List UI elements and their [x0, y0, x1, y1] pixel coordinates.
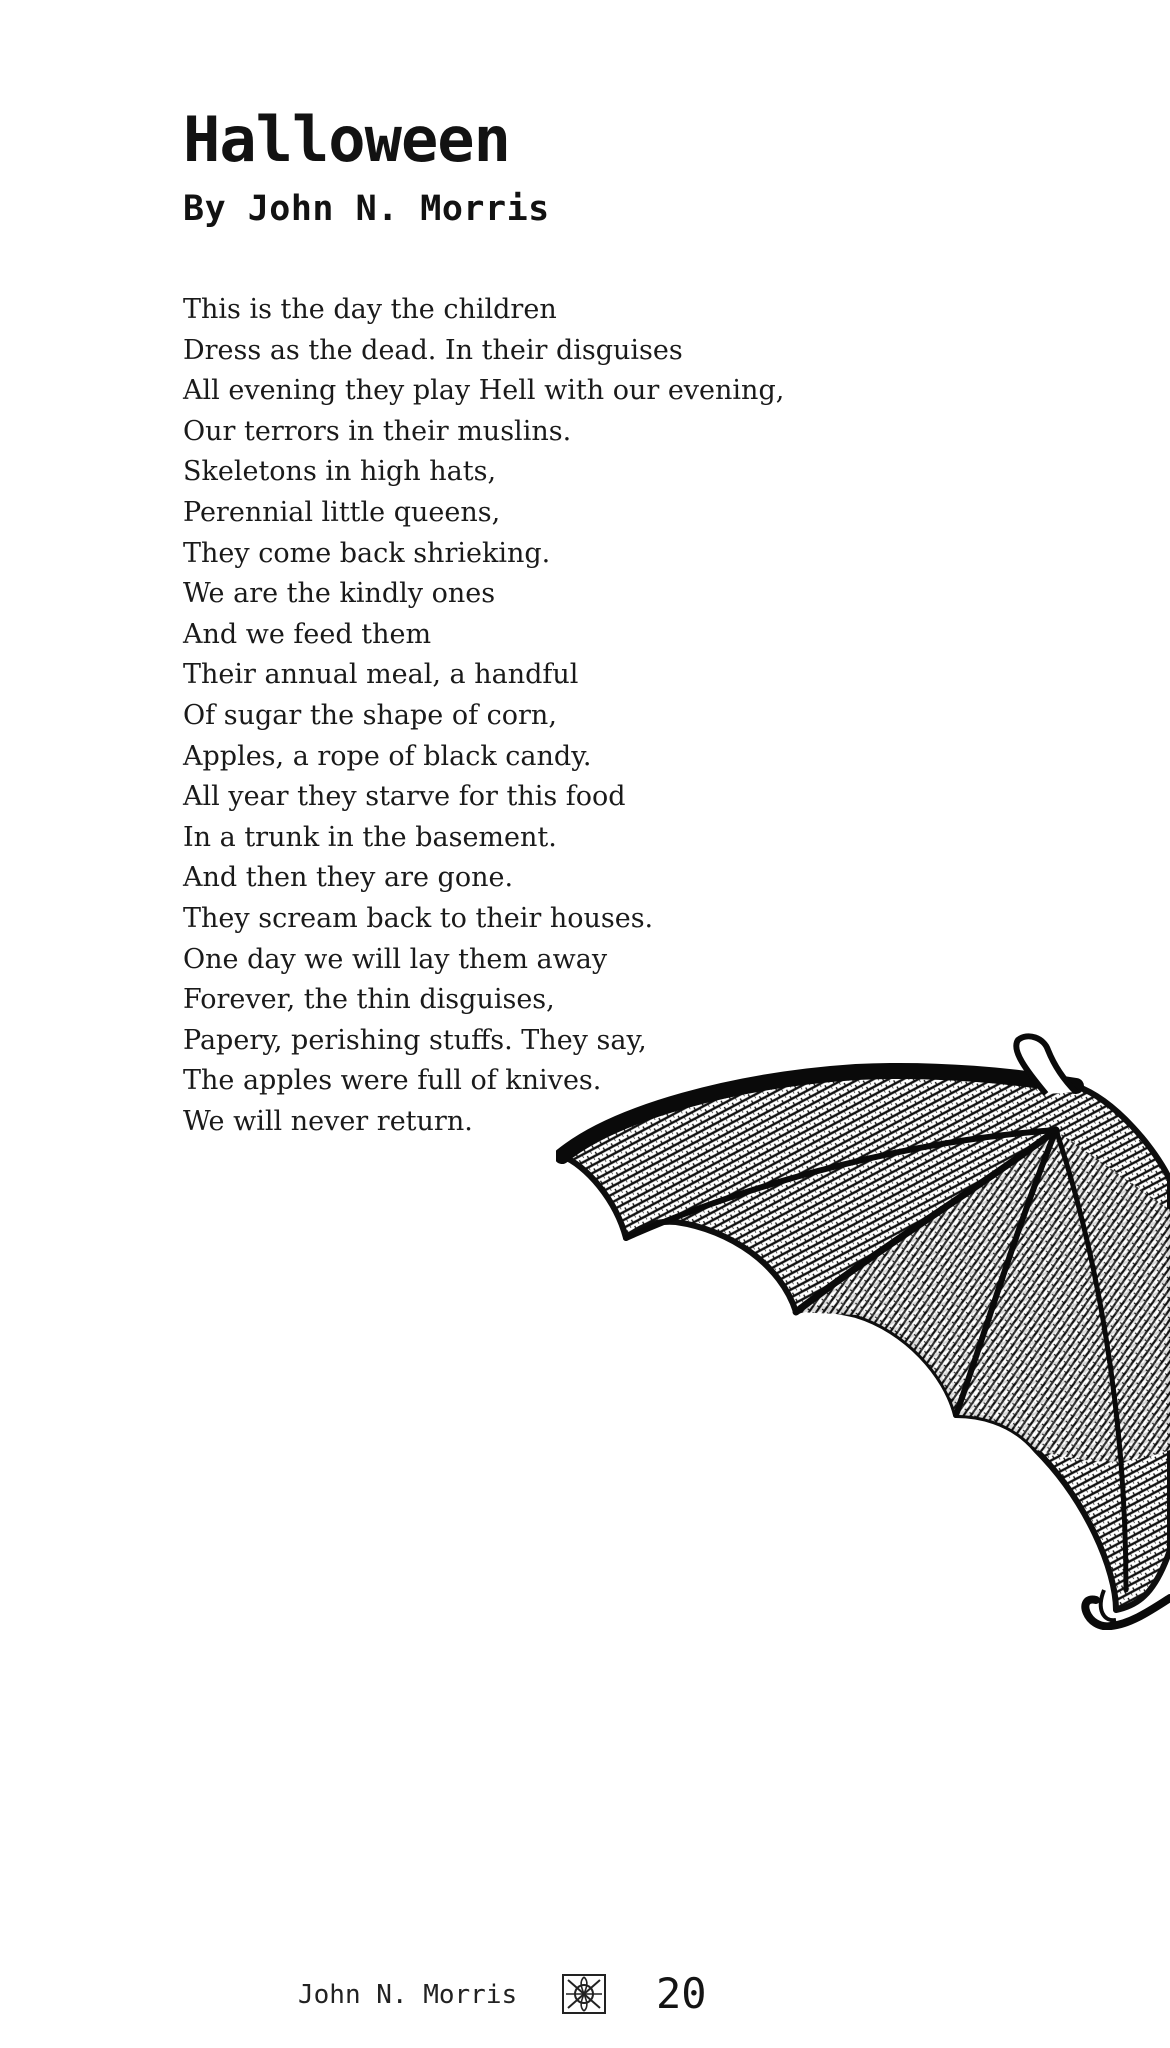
poem-line: All year they starve for this food: [183, 781, 626, 813]
poem-line: Their annual meal, a handful: [183, 659, 579, 691]
poem-line: Dress as the dead. In their disguises: [183, 334, 683, 366]
poem-line: They come back shrieking.: [183, 537, 551, 569]
poem-line: Apples, a rope of black candy.: [183, 740, 592, 772]
footer-author: John N. Morris: [298, 1980, 518, 2010]
poem-line: We will never return.: [183, 1105, 473, 1137]
bat-wing-illustration: [556, 1030, 1170, 1630]
poem-line: We are the kindly ones: [183, 578, 496, 610]
poem-line: Papery, perishing stuffs. They say,: [183, 1024, 647, 1056]
poem-line: They scream back to their houses.: [183, 902, 654, 934]
poem-line: And then they are gone.: [183, 862, 514, 894]
poem-line: Our terrors in their muslins.: [183, 415, 572, 447]
poem-line: Of sugar the shape of corn,: [183, 699, 557, 731]
poem-title: Halloween: [183, 103, 510, 176]
poem-line: The apples were full of knives.: [183, 1065, 602, 1097]
poem-line: Forever, the thin disguises,: [183, 984, 555, 1016]
poem-line: And we feed them: [183, 618, 432, 650]
poem-line: Perennial little queens,: [183, 496, 501, 528]
poem-line: In a trunk in the basement.: [183, 821, 557, 853]
celtic-knot-ornament-icon: [560, 1972, 608, 2016]
poem-line: This is the day the children: [183, 294, 557, 325]
page-footer: [0, 1970, 1170, 2020]
poem-line: Skeletons in high hats,: [183, 456, 497, 488]
poem-body: [183, 290, 784, 1142]
poem-line: One day we will lay them away: [183, 943, 608, 975]
poem-line: All evening they play Hell with our evening,: [183, 375, 785, 407]
page-number: 20: [656, 1969, 707, 2018]
poem-byline: By John N. Morris: [183, 189, 550, 229]
